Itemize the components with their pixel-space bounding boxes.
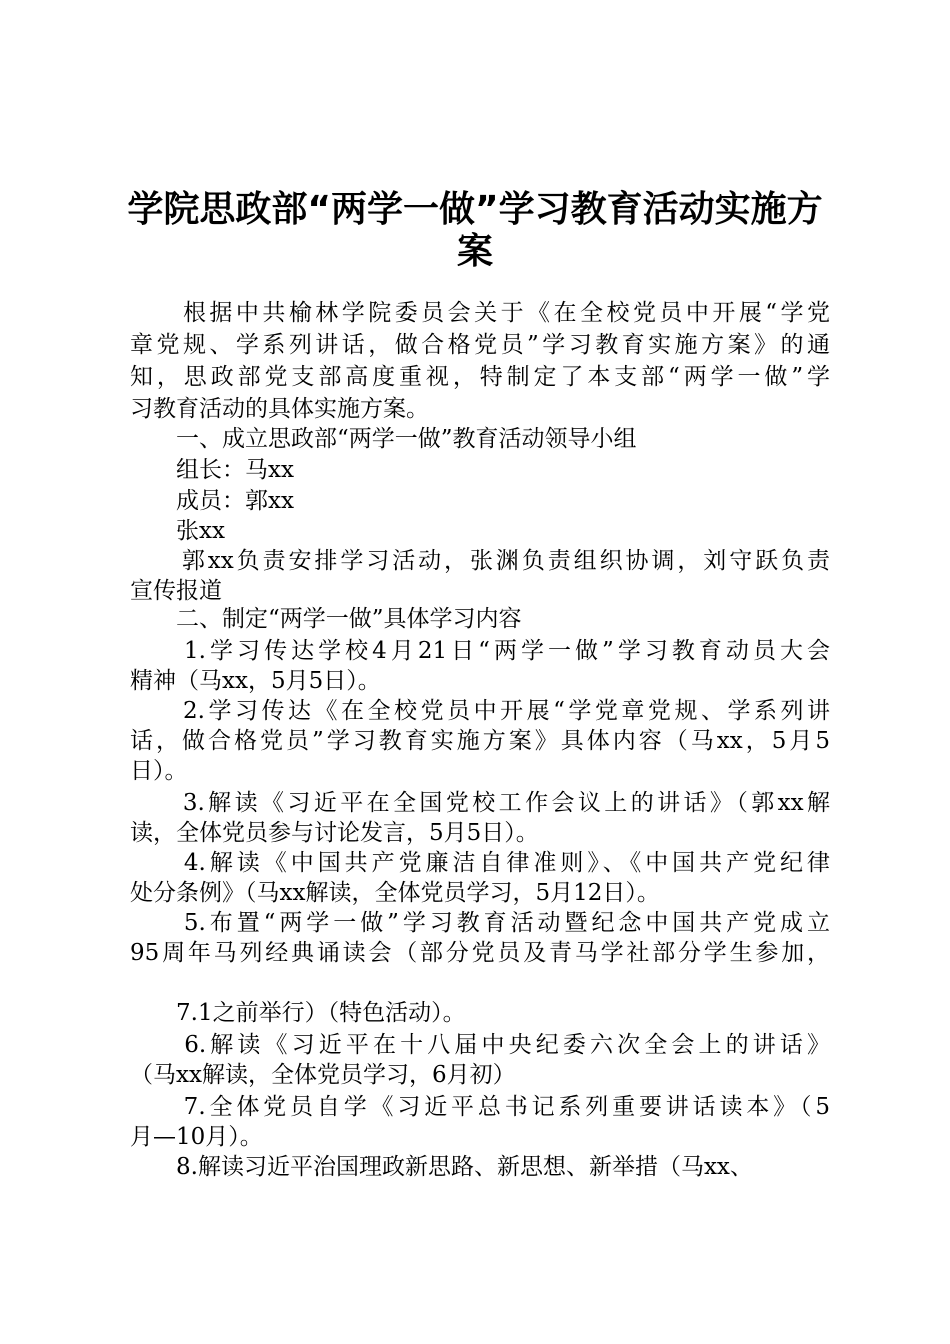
list-item-line: 2.学习传达《在全校党员中开展“学党章党规、学系列讲 [130,698,830,724]
paragraph-line: 郭xx负责安排学习活动，张渊负责组织协调，刘守跃负责 [130,548,830,574]
list-item-line: （马xx解读，全体党员学习，6月初） [130,1062,516,1088]
list-item-line: 8.解读习近平治国理政新思路、新思想、新举措（马xx、 [130,1154,753,1180]
paragraph-line: 习教育活动的具体实施方案。 [130,396,429,422]
paragraph-line: 章党规、学系列讲话，做合格党员”学习教育实施方案》的通 [130,332,830,358]
paragraph-line: 张xx [130,518,225,544]
list-item-line: 处分条例》（马xx解读，全体党员学习，5月12日）。 [130,880,660,906]
paragraph-line: 成员：郭xx [130,488,294,514]
list-item-line: 5.布置“两学一做”学习教育活动暨纪念中国共产党成立 [130,910,830,936]
list-item-line: 7.1之前举行）（特色活动）。 [130,1000,466,1026]
section-heading: 二、制定“两学一做”具体学习内容 [130,606,522,632]
list-item-line: 95周年马列经典诵读会（部分党员及青马学社部分学生参加， [130,940,830,966]
paragraph-line: 宣传报道 [130,578,222,604]
list-item-line: 月—10月）。 [130,1124,263,1150]
document-title-line-1: 学院思政部“两学一做”学习教育活动实施方 [127,189,823,230]
paragraph-line: 组长：马xx [130,457,294,483]
document-title-line-2: 案 [456,231,493,272]
list-item-line: 4.解读《中国共产党廉洁自律准则》、《中国共产党纪律 [130,850,830,876]
list-item-line: 读，全体党员参与讨论发言，5月5日）。 [130,820,539,846]
section-heading: 一、成立思政部“两学一做”教育活动领导小组 [130,426,637,452]
list-item-line: 精神（马xx，5月5日）。 [130,668,381,694]
list-item-line: 7.全体党员自学《习近平总书记系列重要讲话读本》（5 [130,1094,830,1120]
list-item-line: 话，做合格党员”学习教育实施方案》具体内容（马xx，5月5 [130,728,830,754]
list-item-line: 1.学习传达学校4月21日“两学一做”学习教育动员大会 [130,638,830,664]
paragraph-line: 根据中共榆林学院委员会关于《在全校党员中开展“学党 [130,300,830,326]
paragraph-line: 知，思政部党支部高度重视，特制定了本支部“两学一做”学 [130,364,830,390]
list-item-line: 3.解读《习近平在全国党校工作会议上的讲话》（郭xx解 [130,790,830,816]
list-item-line: 6.解读《习近平在十八届中央纪委六次全会上的讲话》 [130,1032,830,1058]
list-item-line: 日）。 [130,758,188,784]
